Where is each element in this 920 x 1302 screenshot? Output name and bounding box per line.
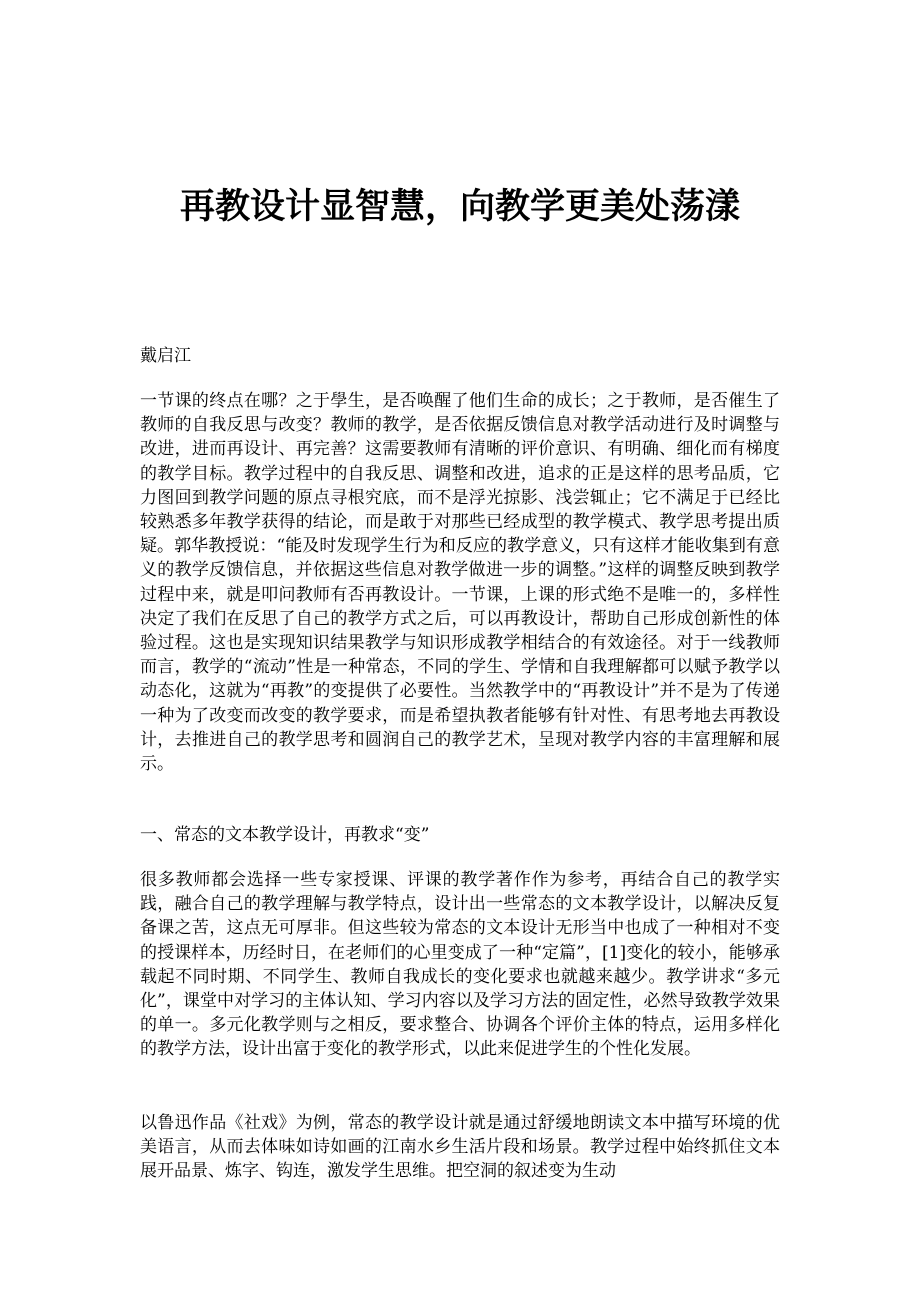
body-paragraph: 一节课的终点在哪？之于學生，是否唤醒了他们生命的成长；之于教师，是否催生了教师的自我反思与改变？教师的教学，是否依据反馈信息对教学活动进行及时调整与改进，进而再设计、再完善？这需要教师有清晰的评价意识、有明确、细化而有梯度的教学目标。教学过程中的自我反思、调整和改进，追求的正是这样的思考品质，它力图回到教学问题的原点寻根究底，而不是浮光掠影、浅尝辄止；它不满足于已经比较熟悉多年教学获得的结论，而是敢于对那些已经成型的教学模式、教学思考提出质疑。郭华教授说：“能及时发现学生行为和反应的教学意义，只有这样才能收集到有意义的教学反馈信息，并依据这些信息对教学做进一步的调整。”这样的调整反映到教学过程中来，就是叩问教师有否再教设计。一节课，上课的形式绝不是唯一的，多样性决定了我们在反思了自己的教学方式之后，可以再教设计，帮助自己形成创新性的体验过程。这也是实现知识结果教学与知识形成教学相结合的有效途径。对于一线教师而言，教学的“流动”性是一种常态，不同的学生、学情和自我理解都可以赋予教学以动态化，这就为“再教”的变提供了必要性。当然教学中的“再教设计”并不是为了传递一种为了改变而改变的教学要求，而是希望执教者能够有针对性、有思考地去再教设计，去推进自己的教学思考和圆润自己的教学艺术，呈现对教学内容的丰富理解和展示。 bbox=[140, 391, 780, 775]
section-heading: 一、常态的文本教学设计，再教求“变” bbox=[140, 825, 430, 845]
body-paragraph: 以鲁迅作品《社戏》为例，常态的教学设计就是通过舒缓地朗读文本中描写环境的优美语言，从而去体味如诗如画的江南水乡生活片段和场景。教学过程中始终抓住文本展开品景、炼字、钩连，激发学生思维。把空洞的叙述变为生动 bbox=[140, 1113, 780, 1182]
author-name: 戴启江 bbox=[140, 346, 191, 366]
document-title: 再教设计显智慧，向教学更美处荡漾 bbox=[179, 186, 740, 227]
body-paragraph: 很多教师都会选择一些专家授课、评课的教学著作作为参考，再结合自己的教学实践，融合自己的教学理解与教学特点，设计出一些常态的文本教学设计，以解决反复备课之苦，这点无可厚非。但这些较为常态的文本设计无形当中也成了一种相对不变的授课样本，历经时日，在老师们的心里变成了一种“定篇”，[1]变化的较小，能够承载起不同时期、不同学生、教师自我成长的变化要求也就越来越少。教学讲求“多元化”，课堂中对学习的主体认知、学习内容以及学习方法的固定性，必然导致教学效果的单一。多元化教学则与之相反，要求整合、协调各个评价主体的特点，运用多样化的教学方法，设计出富于变化的教学形式，以此来促进学生的个性化发展。 bbox=[140, 870, 780, 1060]
